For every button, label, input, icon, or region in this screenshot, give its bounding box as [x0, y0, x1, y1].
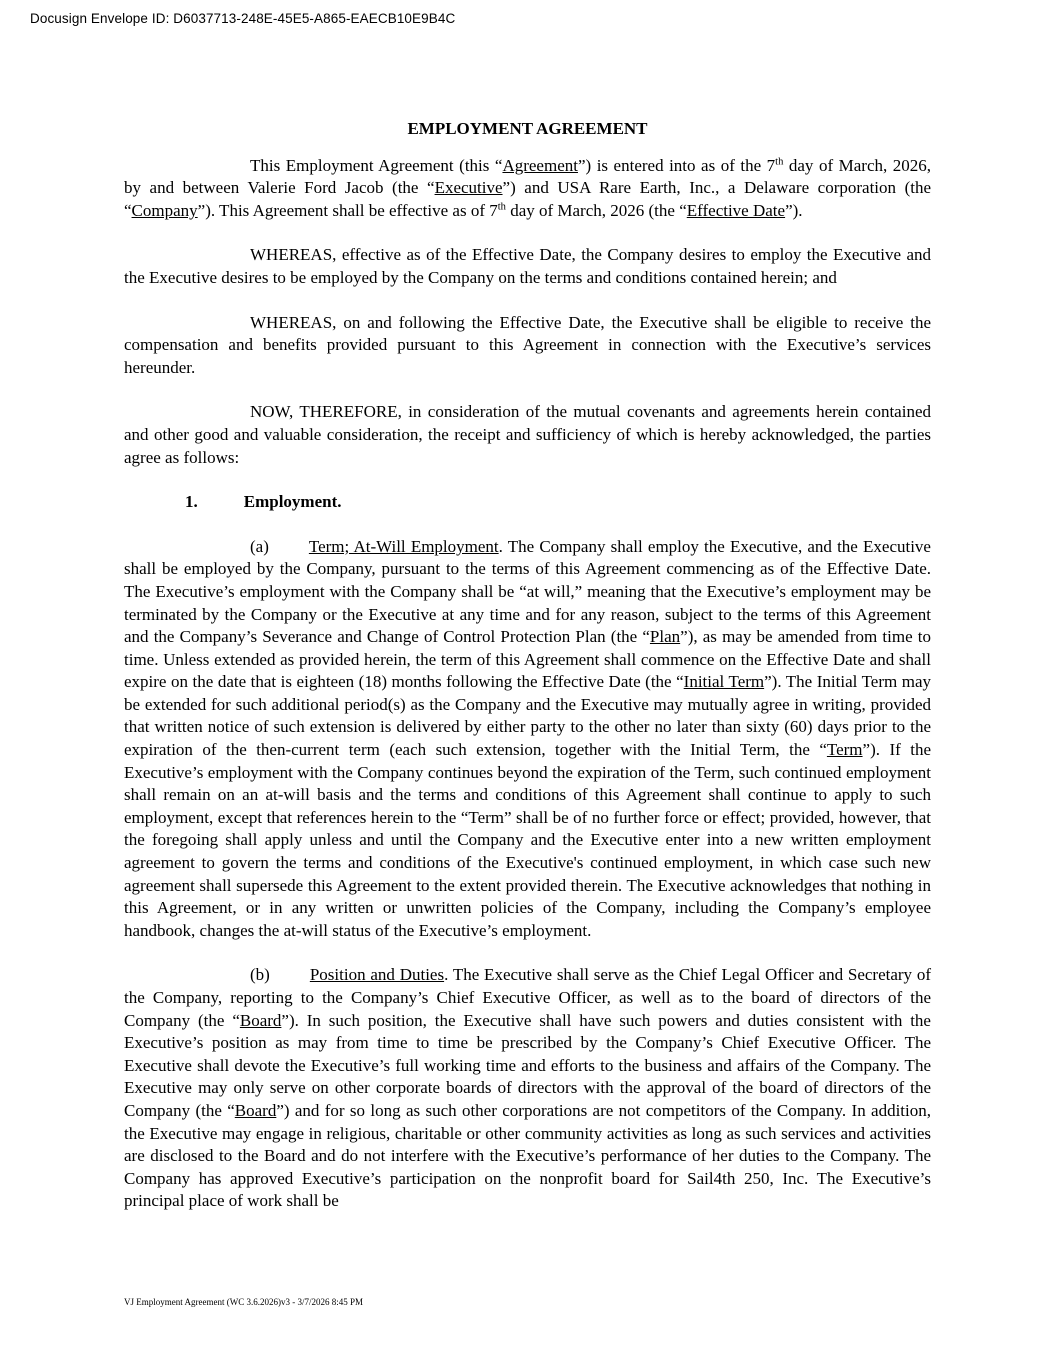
text-segment: th: [775, 155, 784, 167]
text-segment: ”). The Initial Term may be extended for such additional period(s) as the Company and the Executive may mutually agree in writing, provided that written notice of such extension is delivered by either party to the other no later than sixty (60) days prior to the expiration of the then-current term (each such extension, together with the Initial Term, the “: [124, 672, 932, 760]
document-title: EMPLOYMENT AGREEMENT: [407, 119, 648, 138]
text-segment: day of March, 2026 (the “: [505, 200, 687, 220]
defined-term: Executive: [434, 178, 503, 198]
text-segment: 1.: [185, 492, 198, 512]
text-segment: ”) and for so long as such other corporations are not competitors of the Company. In addition, the Executive may engage in religious, charitable or other community activities as long as such services and activities are disclosed to the Board and do not interfere with the Executive’s performance of her duties to the Company. The Company has approved Executive’s participation on the nonprofit board for Sail4th 250, Inc. The Executive’s principal place of work shall be: [124, 1100, 931, 1211]
defined-term: Agreement: [502, 155, 578, 175]
text-segment: WHEREAS, effective as of the Effective Date, the Company desires to employ the Executive and the Executive desires to be employed by the Company on the terms and conditions contained herein; and: [124, 245, 931, 287]
defined-term: Board: [234, 1100, 277, 1120]
paragraph-1a-term-at-will: [124, 536, 931, 943]
text-segment: . The Executive shall serve as the Chief Legal Officer and Secretary of the Company, reporting to the Company’s Chief Executive Officer, as well as to the board of directors of the Company (the “: [124, 965, 931, 1030]
text-segment: ”). This Agreement shall be effective as of 7: [197, 200, 498, 220]
defined-term: Term: [826, 740, 863, 760]
paragraphs-container: [124, 155, 931, 1213]
defined-term: Plan: [649, 627, 681, 647]
defined-term: Position and Duties: [309, 965, 445, 985]
text-segment: .: [337, 492, 342, 512]
docusign-envelope-id: Docusign Envelope ID: D6037713-248E-45E5-A865-EAECB10E9B4C: [30, 11, 456, 26]
whereas-paragraph-2: [124, 312, 931, 380]
text-segment: ”) and USA Rare Earth, Inc., a Delaware corporation (the “: [124, 178, 931, 220]
defined-term: Board: [239, 1010, 282, 1030]
section-1-heading: [124, 491, 931, 514]
text-segment: ”). In such position, the Executive shall have such powers and duties consistent with the Executive’s position as may from time to time be prescribed by the Company’s Chief Executive Officer. The Executive shall devote the Executive’s full working time and efforts to the business and affairs of the Company. The Executive may only serve on other corporate boards of directors with the approval of the board of directors of the Company (the “: [124, 1010, 931, 1120]
text-segment: ”). If the Executive’s employment with the Company continues beyond the expiration of the Term, such continued employment shall remain on an at-will basis and the terms and conditions of this Agreement shall continue to apply to such employment, except that references herein to the “Term” shall be of no further force or effect; provided, however, that the foregoing shall apply unless and until the Company and the Executive enter into a new written employment agreement to govern the terms and conditions of the Executive's continued employment, in which case such new agreement shall supersede this Agreement to the extent provided therein. The Executive acknowledges that nothing in this Agreement, or in any written or unwritten policies of the Company, including the Company’s employee handbook, changes the at-will status of the Executive’s employment.: [124, 740, 931, 940]
text-segment: WHEREAS, on and following the Effective Date, the Executive shall be eligible to receive the compensation and benefits provided pursuant to this Agreement in connection with the Executive’s services hereunder.: [124, 312, 931, 377]
whereas-paragraph-1: [124, 244, 931, 289]
intro-paragraph: [124, 155, 931, 223]
text-segment: (b): [250, 965, 270, 985]
text-segment: NOW, THEREFORE, in consideration of the mutual covenants and agreements herein contained and other good and valuable consideration, the receipt and sufficiency of which is hereby acknowledged, the parties agree as follows:: [124, 402, 931, 467]
text-segment: ”).: [785, 200, 803, 220]
defined-term: Term; At-Will Employment: [308, 536, 499, 556]
footer-version-note: VJ Employment Agreement (WC 3.6.2026)v3 - 3/7/2026 8:45 PM: [124, 1297, 363, 1307]
paragraph-1b-position-duties: [124, 964, 931, 1213]
text-segment: . The Company shall employ the Executive, and the Executive shall be employed by the Company, pursuant to the terms of this Agreement commencing as of the Effective Date. The Executive’s employment with the Company shall be “at will,” meaning that the Executive’s employment may be terminated by the Company or the Executive at any time and for any reason, subject to the terms of this Agreement and the Company’s Severance and Change of Control Protection Plan (the “: [124, 536, 931, 647]
document-body: [124, 118, 931, 1235]
defined-term: Effective Date: [686, 200, 786, 220]
text-segment: day of March, 2026, by and between Valerie Ford Jacob (the “: [124, 155, 931, 198]
text-segment: This Employment Agreement (this “: [250, 155, 503, 175]
text-segment: Employment: [243, 492, 338, 512]
defined-term: Initial Term: [683, 672, 765, 692]
text-segment: th: [497, 201, 506, 213]
defined-term: Company: [131, 200, 198, 220]
text-segment: ”) is entered into as of the 7: [577, 155, 776, 175]
text-segment: ”), as may be amended from time to time. Unless extended as provided herein, the term of this Agreement shall commence on the Effective Date and shall expire on the date that is eighteen (18) months following the Effective Date (the “: [124, 627, 931, 692]
now-therefore-paragraph: [124, 401, 931, 469]
text-segment: (a): [250, 536, 269, 556]
